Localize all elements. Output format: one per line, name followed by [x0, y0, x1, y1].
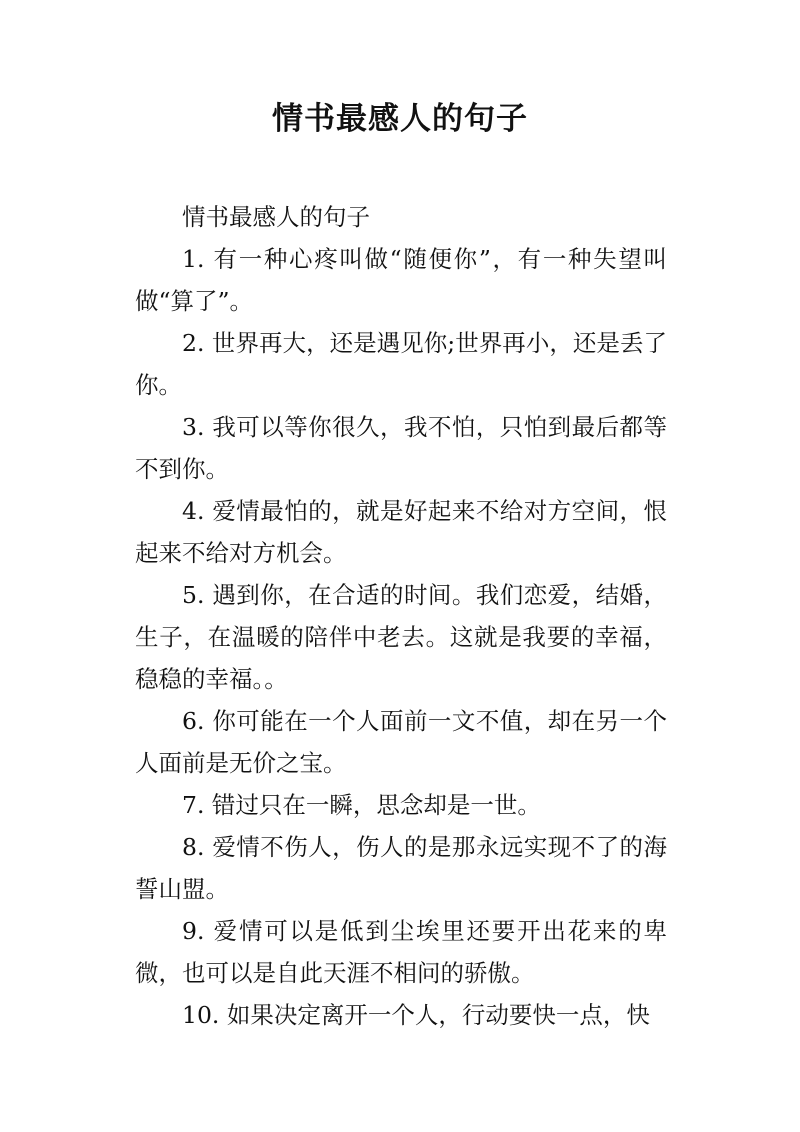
paragraph-6: 6. 你可能在一个人面前一文不值，却在另一个人面前是无价之宝。: [135, 707, 667, 777]
paragraph-4: 4. 爱情最怕的，就是好起来不给对方空间，恨起来不给对方机会。: [135, 497, 667, 567]
paragraph-3: 3. 我可以等你很久，我不怕，只怕到最后都等不到你。: [135, 413, 667, 483]
paragraph-5: 5. 遇到你，在合适的时间。我们恋爱，结婚，生子，在温暖的陪伴中老去。这就是我要的幸福，稳稳的幸福。。: [135, 581, 667, 693]
document-title: 情书最感人的句子: [272, 101, 528, 137]
paragraph-7: 7. 错过只在一瞬，思念却是一世。: [182, 791, 541, 819]
paragraph-2: 2. 世界再大，还是遇见你;世界再小，还是丢了你。: [135, 329, 667, 399]
paragraph-1: 1. 有一种心疼叫做“随便你”，有一种失望叫做“算了”。: [135, 245, 667, 315]
paragraph-10: 10. 如果决定离开一个人，行动要快一点，快: [182, 1001, 650, 1029]
paragraph-9: 9. 爱情可以是低到尘埃里还要开出花来的卑微，也可以是自此天涯不相问的骄傲。: [135, 917, 667, 987]
document-body: [135, 196, 667, 1036]
paragraph-8: 8. 爱情不伤人，伤人的是那永远实现不了的海誓山盟。: [135, 833, 667, 903]
paragraph-heading: 情书最感人的句子: [182, 203, 370, 231]
